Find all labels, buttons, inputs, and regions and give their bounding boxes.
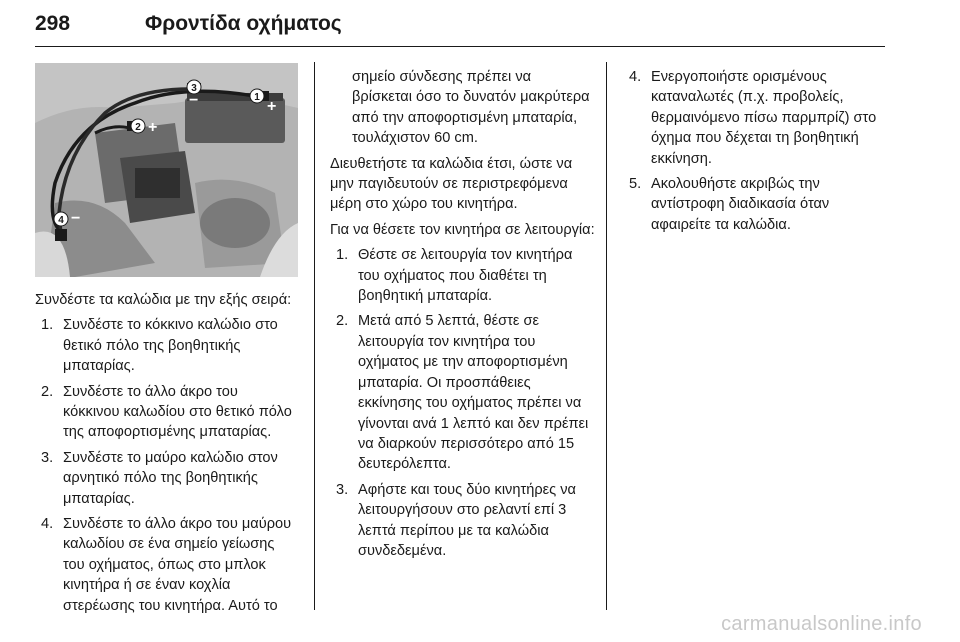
svg-text:3: 3 <box>191 83 197 94</box>
list-item: 5. Ακολουθήστε ακριβώς την αντίστροφη διαδικασία όταν αφαιρείτε τα καλώδια. <box>629 176 830 233</box>
section-title: Φροντίδα οχήματος <box>145 12 342 35</box>
column-2 <box>330 67 595 566</box>
start-steps <box>330 245 595 561</box>
connection-intro: Συνδέστε τα καλώδια με την εξής σειρά: <box>35 292 292 308</box>
svg-text:4: 4 <box>58 215 64 226</box>
page-header <box>35 6 885 47</box>
jump-start-illustration <box>35 63 298 277</box>
list-item: 2. Μετά από 5 λεπτά, θέστε σε λειτουργία τον κινητήρα του οχήματος με την αποφορτισμένη μπαταρία. Οι προσπάθειες εκκίνησης του οχήματος πρέπει να γίνονται ανά 1 λεπτό και δεν πρέπει να διαρκούν περισσότερο από 15 δευτερόλεπτα. <box>336 313 589 473</box>
callout-1 <box>250 89 264 103</box>
svg-text:1: 1 <box>254 92 260 103</box>
list-item: 3. Συνδέστε το μαύρο καλώδιο στον αρνητικό πόλο της βοηθητικής μπαταρίας. <box>41 449 278 507</box>
list-item: 4. Συνδέστε το άλλο άκρο του μαύρου καλωδίου σε ένα σημείο γείωσης του οχήματος, όπως στο μπλοκ κινητήρα ή σε έναν κοχλία στερέωσης του κινητήρα. Αυτό το <box>41 516 292 614</box>
plus-symbol-1: + <box>267 98 277 115</box>
list-item: 2. Συνδέστε το άλλο άκρο του κόκκινου καλωδίου στο θετικό πόλο της αποφορτισμένης μπαταρίας. <box>41 383 292 441</box>
minus-symbol-2: − <box>71 210 81 227</box>
column-1 <box>35 290 297 621</box>
start-engine-intro: Για να θέσετε τον κινητήρα σε λειτουργία: <box>330 221 595 238</box>
list-item: 1. Θέστε σε λειτουργία τον κινητήρα του οχήματος που διαθέτει τη βοηθητική μπαταρία. <box>336 247 573 305</box>
list-item: 4. Ενεργοποιήστε ορισμένους καταναλωτές (π.χ. προβολείς, θερμαινόμενο πίσω παρμπρίζ) στο όχημα που δέχεται τη βοηθητική εκκίνηση. <box>629 69 877 167</box>
column-3 <box>623 67 888 240</box>
connection-steps <box>35 315 297 616</box>
callout-2 <box>131 119 145 133</box>
step-continuation: σημείο σύνδεσης πρέπει να βρίσκεται όσο το δυνατόν μακρύτερα από την αποφορτισμένη μπαταρία, τουλάχιστον 60 cm. <box>352 69 590 147</box>
minus-symbol-1: − <box>189 92 199 109</box>
callout-4 <box>54 212 68 226</box>
page-number: 298 <box>35 12 71 35</box>
cable-routing-note: Διευθετήστε τα καλώδια έτσι, ώστε να μην παγιδευτούν σε περιστρεφόμενα μέρη στο χώρο του κινητήρα. <box>330 155 573 213</box>
watermark: carmanualsonline.info <box>721 613 922 635</box>
start-steps-continued <box>623 67 888 235</box>
engine-bay-drawing <box>35 63 298 277</box>
svg-text:2: 2 <box>135 122 141 133</box>
list-item: 1. Συνδέστε το κόκκινο καλώδιο στο θετικό πόλο της βοηθητικής μπαταρίας. <box>41 317 278 375</box>
list-item: 3. Αφήστε και τους δύο κινητήρες να λειτουργήσουν στο ρελαντί επί 3 λεπτά περίπου με τα καλώδια συνδεδεμένα. <box>336 481 576 559</box>
column-divider <box>314 62 315 610</box>
column-divider <box>606 62 607 610</box>
plus-symbol-2: + <box>148 119 158 136</box>
